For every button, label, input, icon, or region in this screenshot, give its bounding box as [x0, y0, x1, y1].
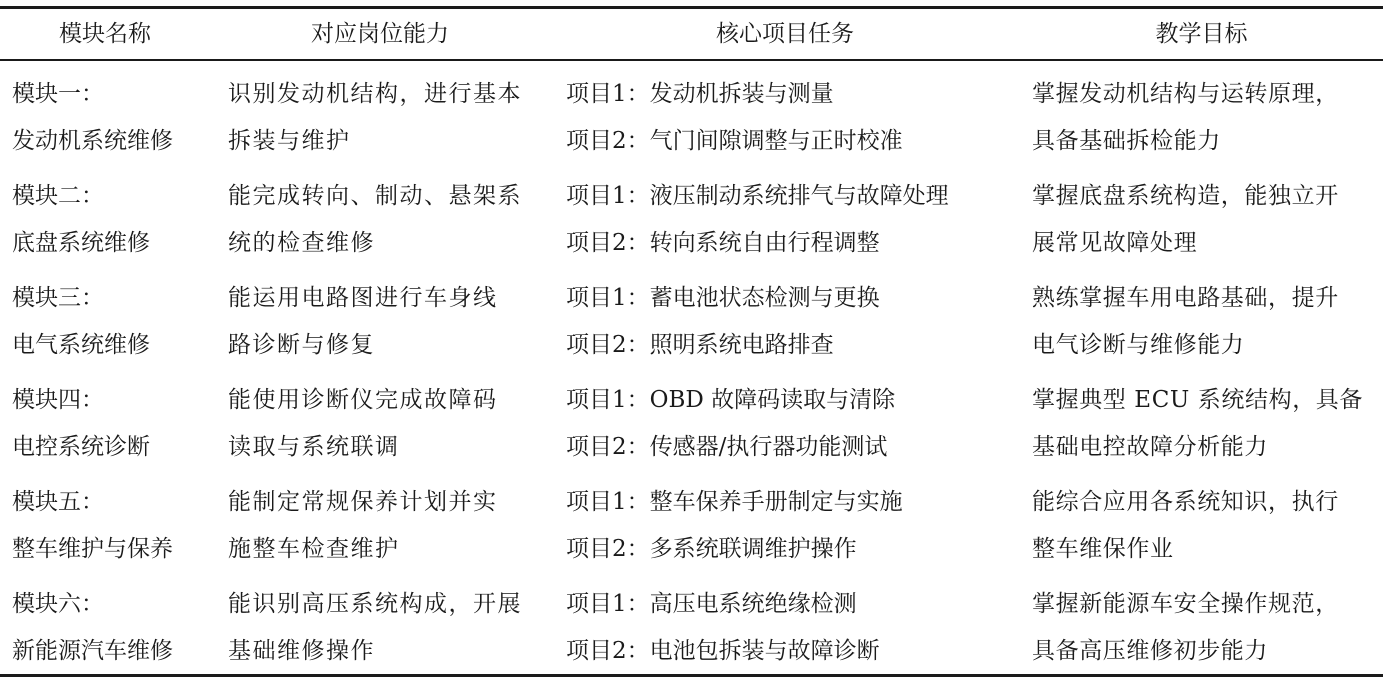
module-title: 底盘系统维修 [12, 230, 150, 256]
module-cell [12, 275, 150, 369]
table-row [0, 571, 1383, 673]
ability-line: 拆装与维护 [228, 128, 351, 154]
goal-line: 掌握发动机结构与运转原理， [1032, 81, 1339, 107]
ability-line: 读取与系统联调 [228, 434, 400, 460]
goal-line: 整车维保作业 [1032, 536, 1174, 562]
task-item: 项目1：整车保养手册制定与实施 [566, 489, 903, 515]
header-goal: 教学目标 [1155, 21, 1248, 47]
table-row [0, 61, 1383, 163]
task-item: 项目1：高压电系统绝缘检测 [566, 591, 857, 617]
ability-line: 施整车检查维护 [228, 536, 400, 562]
tasks-cell [566, 479, 903, 573]
goal-line: 熟练掌握车用电路基础，提升 [1032, 285, 1339, 311]
module-title: 发动机系统维修 [12, 128, 173, 154]
module-cell [12, 479, 173, 573]
module-label: 模块一： [12, 81, 104, 107]
task-item: 项目2：气门间隙调整与正时校准 [566, 128, 903, 154]
ability-line: 识别发动机结构，进行基本 [228, 81, 522, 107]
table-row [0, 367, 1383, 469]
task-item: 项目1：发动机拆装与测量 [566, 81, 834, 107]
goal-cell [1032, 479, 1339, 573]
ability-cell [228, 275, 498, 369]
module-label: 模块六： [12, 591, 104, 617]
ability-line: 能识别高压系统构成，开展 [228, 591, 522, 617]
task-item: 项目1：液压制动系统排气与故障处理 [566, 183, 949, 209]
goal-cell [1032, 173, 1339, 267]
task-item: 项目2：照明系统电路排查 [566, 332, 834, 358]
header-module-name: 模块名称 [59, 21, 151, 47]
goal-line: 掌握新能源车安全操作规范， [1032, 591, 1339, 617]
ability-cell [228, 173, 522, 267]
goal-line: 能综合应用各系统知识，执行 [1032, 489, 1339, 515]
tasks-cell [566, 71, 903, 165]
ability-line: 能制定常规保养计划并实 [228, 489, 498, 515]
table-row [0, 265, 1383, 367]
tasks-cell [566, 377, 895, 471]
ability-line: 能运用电路图进行车身线 [228, 285, 498, 311]
task-item: 项目2：多系统联调维护操作 [566, 536, 857, 562]
ability-line: 能使用诊断仪完成故障码 [228, 387, 498, 413]
table-bottom-rule [0, 674, 1383, 677]
tasks-cell [566, 173, 949, 267]
goal-line: 掌握底盘系统构造，能独立开 [1032, 183, 1339, 209]
task-item: 项目2：转向系统自由行程调整 [566, 230, 880, 256]
goal-cell [1032, 71, 1339, 165]
goal-cell [1032, 275, 1339, 369]
goal-line: 基础电控故障分析能力 [1032, 434, 1268, 460]
table-header-row [0, 9, 1383, 59]
goal-cell [1032, 377, 1363, 471]
goal-cell [1032, 581, 1339, 675]
ability-line: 基础维修操作 [228, 638, 375, 664]
module-label: 模块四： [12, 387, 104, 413]
goal-line: 电气诊断与维修能力 [1032, 332, 1245, 358]
ability-cell [228, 377, 498, 471]
module-label: 模块五： [12, 489, 104, 515]
task-item: 项目2：传感器/执行器功能测试 [566, 434, 888, 460]
module-cell [12, 581, 173, 675]
ability-cell [228, 479, 498, 573]
goal-line: 展常见故障处理 [1032, 230, 1198, 256]
table-row [0, 163, 1383, 265]
goal-line: 掌握典型 ECU 系统结构，具备 [1032, 387, 1363, 413]
ability-line: 路诊断与修复 [228, 332, 375, 358]
task-item: 项目2：电池包拆装与故障诊断 [566, 638, 880, 664]
tasks-cell [566, 581, 880, 675]
ability-line: 统的检查维修 [228, 230, 375, 256]
tasks-cell [566, 275, 880, 369]
ability-line: 能完成转向、制动、悬架系 [228, 183, 522, 209]
ability-cell [228, 71, 522, 165]
header-tasks: 核心项目任务 [716, 21, 854, 47]
header-ability: 对应岗位能力 [311, 21, 449, 47]
goal-line: 具备高压维修初步能力 [1032, 638, 1268, 664]
module-cell [12, 71, 173, 165]
module-label: 模块二： [12, 183, 104, 209]
ability-cell [228, 581, 522, 675]
module-title: 电控系统诊断 [12, 434, 150, 460]
module-cell [12, 173, 150, 267]
module-title: 整车维护与保养 [12, 536, 173, 562]
table-row [0, 469, 1383, 571]
goal-line: 具备基础拆检能力 [1032, 128, 1221, 154]
module-title: 新能源汽车维修 [12, 638, 173, 664]
module-cell [12, 377, 150, 471]
module-label: 模块三： [12, 285, 104, 311]
module-title: 电气系统维修 [12, 332, 150, 358]
task-item: 项目1：蓄电池状态检测与更换 [566, 285, 880, 311]
task-item: 项目1：OBD 故障码读取与清除 [566, 387, 896, 413]
